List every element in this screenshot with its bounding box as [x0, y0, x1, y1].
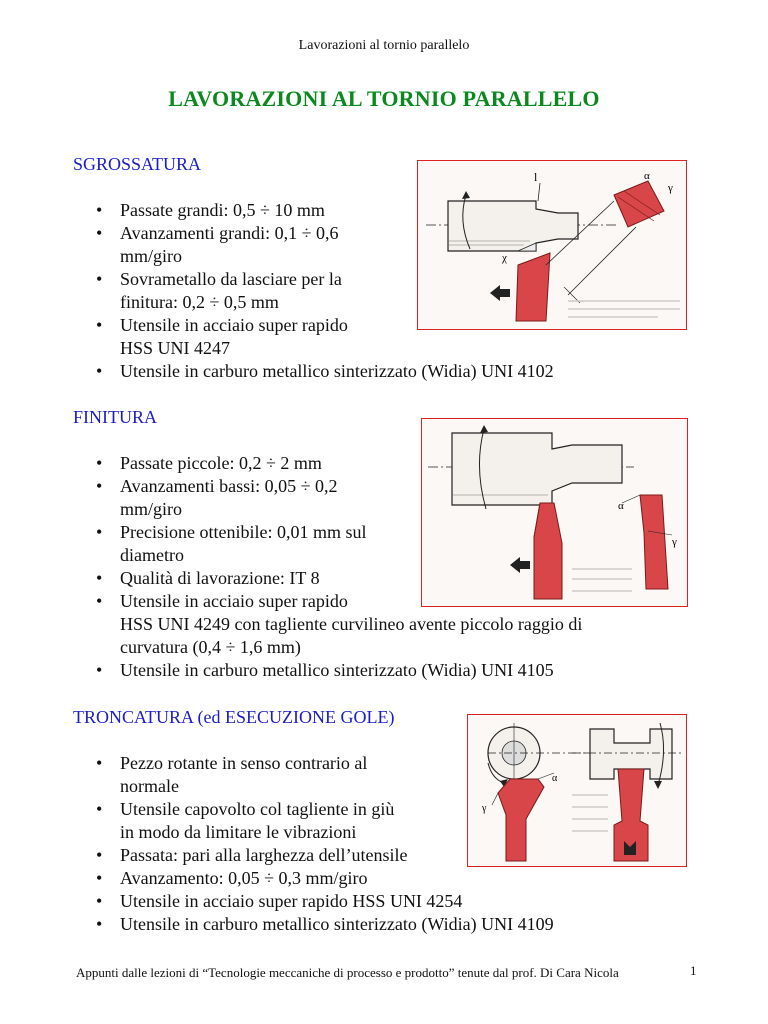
page-title: LAVORAZIONI AL TORNIO PARALLELO: [168, 86, 600, 111]
figure-label: γ: [482, 803, 487, 814]
list-item-line: • Avanzamento: 0,05 ÷ 0,3 mm/giro: [120, 868, 368, 888]
list-item-line: curvatura (0,4 ÷ 1,6 mm): [120, 637, 301, 657]
list-item: [96, 867, 554, 890]
figure-label: l: [534, 170, 538, 184]
running-header: Lavorazioni al tornio parallelo: [298, 38, 470, 53]
list-item-line: • Passate piccole: 0,2 ÷ 2 mm: [120, 453, 322, 473]
list-item-line: • Avanzamenti bassi: 0,05 ÷ 0,2: [120, 476, 338, 496]
list-item-line: • Pezzo rotante in senso contrario al: [120, 753, 368, 773]
list-item-line: • Utensile in carburo metallico sinterizzato (Widia) UNI 4102: [120, 361, 554, 381]
figure-label: α: [618, 500, 624, 512]
figure-troncatura: [467, 714, 687, 867]
list-item: [96, 659, 582, 682]
figure-label: γ: [672, 536, 677, 548]
figure-finitura: [421, 418, 688, 607]
list-item-line: • Avanzamenti grandi: 0,1 ÷ 0,6: [120, 223, 339, 243]
list-item-line: • Utensile in acciaio super rapido: [120, 591, 348, 611]
list-item-line: finitura: 0,2 ÷ 0,5 mm: [120, 292, 279, 312]
list-item: [96, 913, 554, 936]
list-item-line: • Utensile capovolto col tagliente in giù: [120, 799, 395, 819]
section-heading-finitura: FINITURA: [73, 407, 157, 427]
list-item-line: • Precisione ottenibile: 0,01 mm sul: [120, 522, 367, 542]
sgrossatura-diagram: [418, 161, 686, 329]
list-item-line: • Passata: pari alla larghezza dell’utensile: [120, 845, 408, 865]
page-number: 1: [690, 963, 697, 978]
list-item-line: mm/giro: [120, 246, 182, 266]
list-item-line: HSS UNI 4247: [120, 338, 231, 358]
list-item-line: • Sovrametallo da lasciare per la: [120, 269, 342, 289]
finitura-diagram: [422, 419, 687, 606]
list-item-line: • Utensile in carburo metallico sinterizzato (Widia) UNI 4105: [120, 660, 554, 680]
troncatura-diagram: [468, 715, 686, 866]
list-item-line: • Utensile in acciaio super rapido: [120, 315, 348, 335]
figure-sgrossatura: [417, 160, 687, 330]
list-item-line: diametro: [120, 545, 184, 565]
section-heading-troncatura: TRONCATURA (ed ESECUZIONE GOLE): [73, 707, 395, 727]
list-item-line: mm/giro: [120, 499, 182, 519]
list-item-line: in modo da limitare le vibrazioni: [120, 822, 357, 842]
section-heading-sgrossatura: SGROSSATURA: [73, 154, 202, 174]
list-item-line: • Passate grandi: 0,5 ÷ 10 mm: [120, 200, 325, 220]
list-item-line: • Utensile in carburo metallico sinterizzato (Widia) UNI 4109: [120, 914, 554, 934]
figure-label: χ: [502, 252, 507, 264]
list-item: [96, 890, 554, 913]
list-item: [96, 360, 554, 383]
list-item-line: HSS UNI 4249 con tagliente curvilineo avente piccolo raggio di: [120, 614, 583, 634]
footer-note: Appunti dalle lezioni di “Tecnologie meccaniche di processo e prodotto” tenute dal prof. Di Cara Nicola: [76, 965, 619, 980]
figure-label: α: [552, 773, 558, 784]
figure-label: γ: [668, 182, 673, 194]
list-item-line: • Utensile in acciaio super rapido HSS UNI 4254: [120, 891, 463, 911]
list-item-line: normale: [120, 776, 179, 796]
list-item-line: • Qualità di lavorazione: IT 8: [120, 568, 320, 588]
figure-label: α: [644, 170, 650, 182]
